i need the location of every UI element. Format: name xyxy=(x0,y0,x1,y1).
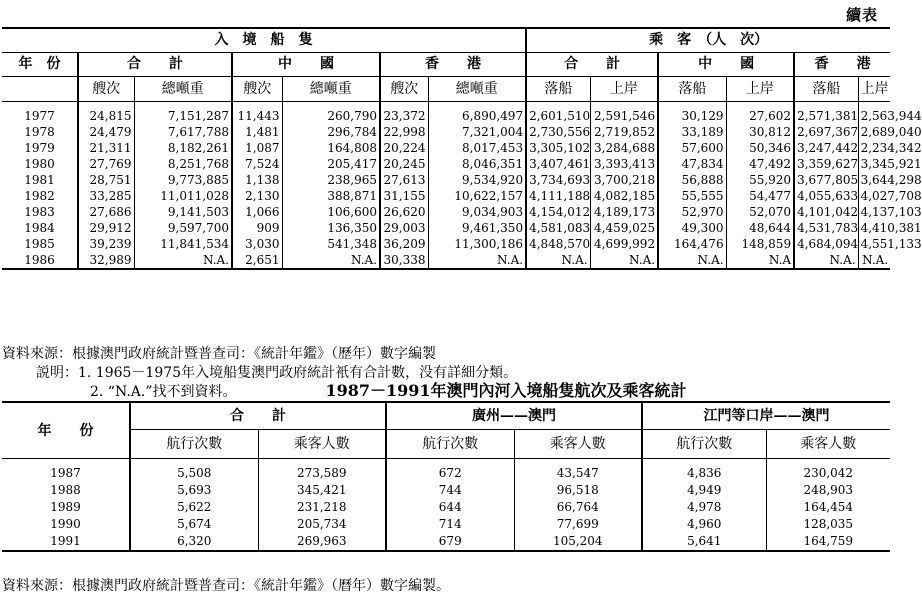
table-row xyxy=(2,156,890,172)
value-cell: 2,563,944 xyxy=(858,102,890,125)
value-cell: 11,300,186 xyxy=(428,236,526,252)
value-cell: 36,209 xyxy=(380,236,428,252)
value-cell: 3,700,218 xyxy=(590,172,658,188)
value-cell: 33,189 xyxy=(658,124,726,140)
value-cell: 4,531,783 xyxy=(794,220,858,236)
source-note-1: 資料來源：根據澳門政府統計暨普查司：《統計年鑑》（歷年）數字編製 xyxy=(2,346,436,362)
group-header-ships: 入 境 船 隻 xyxy=(2,28,526,53)
value-cell: 388,871 xyxy=(282,188,380,204)
value-cell: 148,859 xyxy=(726,236,794,252)
river-table-body xyxy=(2,459,890,552)
value-cell: 54,477 xyxy=(726,188,794,204)
table-row xyxy=(2,459,890,483)
value-cell: 164,808 xyxy=(282,140,380,156)
value-cell: 47,834 xyxy=(658,156,726,172)
value-cell: 1,138 xyxy=(232,172,282,188)
value-cell: N.A. xyxy=(590,252,658,269)
value-cell: 9,034,903 xyxy=(428,204,526,220)
value-cell: 4,111,188 xyxy=(526,188,590,204)
value-cell: 4,137,103 xyxy=(858,204,890,220)
table2-title: 1987－1991年澳門內河入境船隻航次及乘客統計 xyxy=(325,381,687,400)
value-cell: 230,042 xyxy=(766,459,890,483)
value-cell: N.A. xyxy=(282,252,380,269)
river-ships-table xyxy=(2,401,890,552)
col-header: 落船 xyxy=(794,77,858,102)
col-header: 總噸重 xyxy=(134,77,232,102)
value-cell: 20,245 xyxy=(380,156,428,172)
value-cell: 4,960 xyxy=(642,516,766,533)
year-cell: 1991 xyxy=(50,534,81,548)
value-cell: 10,622,157 xyxy=(428,188,526,204)
value-cell: 7,321,004 xyxy=(428,124,526,140)
col-header: 艘次 xyxy=(380,77,428,102)
value-cell: 4,189,173 xyxy=(590,204,658,220)
value-cell: 164,476 xyxy=(658,236,726,252)
value-cell: 3,393,413 xyxy=(590,156,658,172)
group-header-row xyxy=(2,28,890,53)
col-header: 落船 xyxy=(526,77,590,102)
value-cell: 9,773,885 xyxy=(134,172,232,188)
value-cell: 31,155 xyxy=(380,188,428,204)
sub-header-hongkong: 香 港 xyxy=(380,53,526,77)
value-cell: 1,481 xyxy=(232,124,282,140)
value-cell: 164,454 xyxy=(766,499,890,516)
value-cell: 23,372 xyxy=(380,102,428,125)
sub-header-row xyxy=(2,53,890,77)
value-cell: 52,070 xyxy=(726,204,794,220)
value-cell: 4,410,381 xyxy=(858,220,890,236)
value-cell: 33,285 xyxy=(78,188,134,204)
explanation-note-2: 2. “N.A.”找不到資料。 xyxy=(90,384,237,400)
col-header: 上岸 xyxy=(858,77,890,102)
value-cell: 9,597,700 xyxy=(134,220,232,236)
value-cell: 30,338 xyxy=(380,252,428,269)
value-cell: 32,989 xyxy=(78,252,134,269)
value-cell: 5,508 xyxy=(130,459,258,483)
value-cell: 5,622 xyxy=(130,499,258,516)
value-cell: 105,204 xyxy=(514,533,642,551)
value-cell: 8,251,768 xyxy=(134,156,232,172)
value-cell: 2,234,342 xyxy=(858,140,890,156)
t2-col-header: 航行次數 xyxy=(386,430,514,459)
value-cell: 28,751 xyxy=(78,172,134,188)
group-header-passengers: 乘 客 （人 次） xyxy=(526,28,890,53)
explanation-note-1: 説明：1. 1965－1975年入境船隻澳門政府統計衹有合計數，没有詳細分類。 xyxy=(36,365,518,381)
value-cell: 644 xyxy=(386,499,514,516)
value-cell: 3,407,461 xyxy=(526,156,590,172)
value-cell: 5,641 xyxy=(642,533,766,551)
year-cell: 1982 xyxy=(24,189,55,203)
value-cell: 679 xyxy=(386,533,514,551)
year-header-blank xyxy=(2,77,78,102)
value-cell: 5,674 xyxy=(130,516,258,533)
year-cell: 1988 xyxy=(50,483,81,497)
value-cell: N.A. xyxy=(526,252,590,269)
value-cell: 4,551,133 xyxy=(858,236,890,252)
value-cell: 27,613 xyxy=(380,172,428,188)
year-header: 年 份 xyxy=(2,53,78,77)
value-cell: N.A. xyxy=(858,252,890,269)
value-cell: 3,030 xyxy=(232,236,282,252)
value-cell: 4,581,083 xyxy=(526,220,590,236)
t2-column-header-row xyxy=(2,430,890,459)
value-cell: 909 xyxy=(232,220,282,236)
value-cell: 30,129 xyxy=(658,102,726,125)
value-cell: 4,459,025 xyxy=(590,220,658,236)
value-cell: 27,602 xyxy=(726,102,794,125)
value-cell: 3,345,921 xyxy=(858,156,890,172)
t2-col-header: 航行次數 xyxy=(642,430,766,459)
sub-header-pax-hongkong: 香 港 xyxy=(794,53,890,77)
year-cell: 1979 xyxy=(24,141,55,155)
year-cell: 1986 xyxy=(24,253,55,267)
value-cell: 4,101,042 xyxy=(794,204,858,220)
value-cell: 2,601,510 xyxy=(526,102,590,125)
col-header: 總噸重 xyxy=(428,77,526,102)
value-cell: 8,182,261 xyxy=(134,140,232,156)
value-cell: 57,600 xyxy=(658,140,726,156)
table-row xyxy=(2,102,890,125)
value-cell: 7,617,788 xyxy=(134,124,232,140)
year-cell: 1980 xyxy=(24,157,55,171)
value-cell: 205,734 xyxy=(258,516,386,533)
col-header: 總噸重 xyxy=(282,77,380,102)
value-cell: 30,812 xyxy=(726,124,794,140)
table-row xyxy=(2,204,890,220)
ships-table-body xyxy=(2,102,922,270)
value-cell: 55,920 xyxy=(726,172,794,188)
continued-label: 續表 xyxy=(845,6,878,24)
value-cell: 4,684,094 xyxy=(794,236,858,252)
value-cell: 49,300 xyxy=(658,220,726,236)
value-cell: 4,154,012 xyxy=(526,204,590,220)
value-cell: 106,600 xyxy=(282,204,380,220)
value-cell: 27,686 xyxy=(78,204,134,220)
value-cell: 9,534,920 xyxy=(428,172,526,188)
value-cell: 2,689,040 xyxy=(858,124,890,140)
sub-header-china: 中 國 xyxy=(232,53,380,77)
value-cell: 39,239 xyxy=(78,236,134,252)
value-cell: 345,421 xyxy=(258,482,386,499)
year-cell: 1989 xyxy=(50,500,81,514)
value-cell: 2,730,556 xyxy=(526,124,590,140)
value-cell: 8,017,453 xyxy=(428,140,526,156)
value-cell: 4,836 xyxy=(642,459,766,483)
value-cell: 3,644,298 xyxy=(858,172,890,188)
table-row xyxy=(2,172,890,188)
value-cell: 5,693 xyxy=(130,482,258,499)
value-cell: 4,082,185 xyxy=(590,188,658,204)
value-cell: 11,443 xyxy=(232,102,282,125)
table-row xyxy=(2,533,890,551)
year-cell: 1985 xyxy=(24,237,55,251)
value-cell: 20,224 xyxy=(380,140,428,156)
sub-header-pax-total: 合 計 xyxy=(526,53,658,77)
value-cell: 47,492 xyxy=(726,156,794,172)
value-cell: 273,589 xyxy=(258,459,386,483)
value-cell: N.A. xyxy=(658,252,726,269)
value-cell: 1,087 xyxy=(232,140,282,156)
value-cell: 24,815 xyxy=(78,102,134,125)
value-cell: 50,346 xyxy=(726,140,794,156)
value-cell: 4,978 xyxy=(642,499,766,516)
value-cell: 11,841,534 xyxy=(134,236,232,252)
value-cell: 3,677,805 xyxy=(794,172,858,188)
value-cell: 21,311 xyxy=(78,140,134,156)
value-cell: 55,555 xyxy=(658,188,726,204)
value-cell: 8,046,351 xyxy=(428,156,526,172)
year-cell: 1978 xyxy=(24,125,55,139)
value-cell: 2,591,546 xyxy=(590,102,658,125)
value-cell: 2,130 xyxy=(232,188,282,204)
table-row xyxy=(2,516,890,533)
year-cell: 1984 xyxy=(24,221,55,235)
t2-group-total: 合 計 xyxy=(130,402,386,430)
sub-header-pax-china: 中 國 xyxy=(658,53,794,77)
value-cell: 27,769 xyxy=(78,156,134,172)
value-cell: 2,719,852 xyxy=(590,124,658,140)
value-cell: 48,644 xyxy=(726,220,794,236)
year-cell: 1981 xyxy=(24,173,55,187)
value-cell: 7,151,287 xyxy=(134,102,232,125)
col-header: 上岸 xyxy=(590,77,658,102)
value-cell: 6,320 xyxy=(130,533,258,551)
value-cell: 52,970 xyxy=(658,204,726,220)
value-cell: 4,949 xyxy=(642,482,766,499)
value-cell: 26,620 xyxy=(380,204,428,220)
value-cell: 6,890,497 xyxy=(428,102,526,125)
table-row xyxy=(2,124,890,140)
value-cell: 231,218 xyxy=(258,499,386,516)
value-cell: 24,479 xyxy=(78,124,134,140)
value-cell: 22,998 xyxy=(380,124,428,140)
value-cell: N.A. xyxy=(428,252,526,269)
value-cell: 2,571,381 xyxy=(794,102,858,125)
value-cell: 9,461,350 xyxy=(428,220,526,236)
value-cell: 3,247,442 xyxy=(794,140,858,156)
t2-year-header: 年 份 xyxy=(2,402,130,459)
ships-passengers-table xyxy=(2,27,922,270)
value-cell: 96,518 xyxy=(514,482,642,499)
value-cell: 3,305,102 xyxy=(526,140,590,156)
col-header: 艘次 xyxy=(78,77,134,102)
value-cell: 3,359,627 xyxy=(794,156,858,172)
column-header-row xyxy=(2,77,890,102)
value-cell: 2,697,367 xyxy=(794,124,858,140)
value-cell: 4,055,633 xyxy=(794,188,858,204)
value-cell: 714 xyxy=(386,516,514,533)
value-cell: 3,734,693 xyxy=(526,172,590,188)
value-cell: 4,027,708 xyxy=(858,188,890,204)
table-row xyxy=(2,499,890,516)
value-cell: 248,903 xyxy=(766,482,890,499)
table-row xyxy=(2,188,890,204)
year-cell: 1983 xyxy=(24,205,55,219)
value-cell: 29,003 xyxy=(380,220,428,236)
value-cell: 4,848,570 xyxy=(526,236,590,252)
value-cell: 77,699 xyxy=(514,516,642,533)
table-row xyxy=(2,140,890,156)
value-cell: 56,888 xyxy=(658,172,726,188)
value-cell: 4,699,992 xyxy=(590,236,658,252)
value-cell: 296,784 xyxy=(282,124,380,140)
t2-col-header: 乘客人數 xyxy=(258,430,386,459)
value-cell: 269,963 xyxy=(258,533,386,551)
year-cell: 1990 xyxy=(50,517,81,531)
year-cell: 1977 xyxy=(24,109,55,123)
value-cell: 128,035 xyxy=(766,516,890,533)
value-cell: 66,764 xyxy=(514,499,642,516)
value-cell: N.A. xyxy=(134,252,232,269)
table-row xyxy=(2,220,890,236)
col-header: 上岸 xyxy=(726,77,794,102)
value-cell: 11,011,028 xyxy=(134,188,232,204)
value-cell: 164,759 xyxy=(766,533,890,551)
value-cell: 136,350 xyxy=(282,220,380,236)
table-row xyxy=(2,482,890,499)
t2-col-header: 乘客人數 xyxy=(766,430,890,459)
value-cell: 3,284,688 xyxy=(590,140,658,156)
col-header: 艘次 xyxy=(232,77,282,102)
t2-col-header: 航行次數 xyxy=(130,430,258,459)
value-cell: 7,524 xyxy=(232,156,282,172)
value-cell: 2,651 xyxy=(232,252,282,269)
value-cell: 541,348 xyxy=(282,236,380,252)
year-cell: 1987 xyxy=(50,466,81,480)
value-cell: 205,417 xyxy=(282,156,380,172)
value-cell: 238,965 xyxy=(282,172,380,188)
t2-col-header: 乘客人數 xyxy=(514,430,642,459)
table-row xyxy=(2,252,890,269)
t2-group-guangzhou: 廣州——澳門 xyxy=(386,402,642,430)
value-cell: 1,066 xyxy=(232,204,282,220)
value-cell: 672 xyxy=(386,459,514,483)
value-cell: 29,912 xyxy=(78,220,134,236)
col-header: 落船 xyxy=(658,77,726,102)
value-cell: N.A xyxy=(726,252,794,269)
value-cell: 9,141,503 xyxy=(134,204,232,220)
source-note-2: 資料來源：根據澳門政府統計暨普查司：《統計年鑑》（曆年）數字編製。 xyxy=(2,578,450,594)
t2-group-header-row xyxy=(2,402,890,430)
value-cell: N.A. xyxy=(794,252,858,269)
t2-group-jiangmen: 江門等口岸——澳門 xyxy=(642,402,890,430)
table-row xyxy=(2,236,890,252)
value-cell: 744 xyxy=(386,482,514,499)
sub-header-total: 合 計 xyxy=(78,53,232,77)
value-cell: 260,790 xyxy=(282,102,380,125)
value-cell: 43,547 xyxy=(514,459,642,483)
